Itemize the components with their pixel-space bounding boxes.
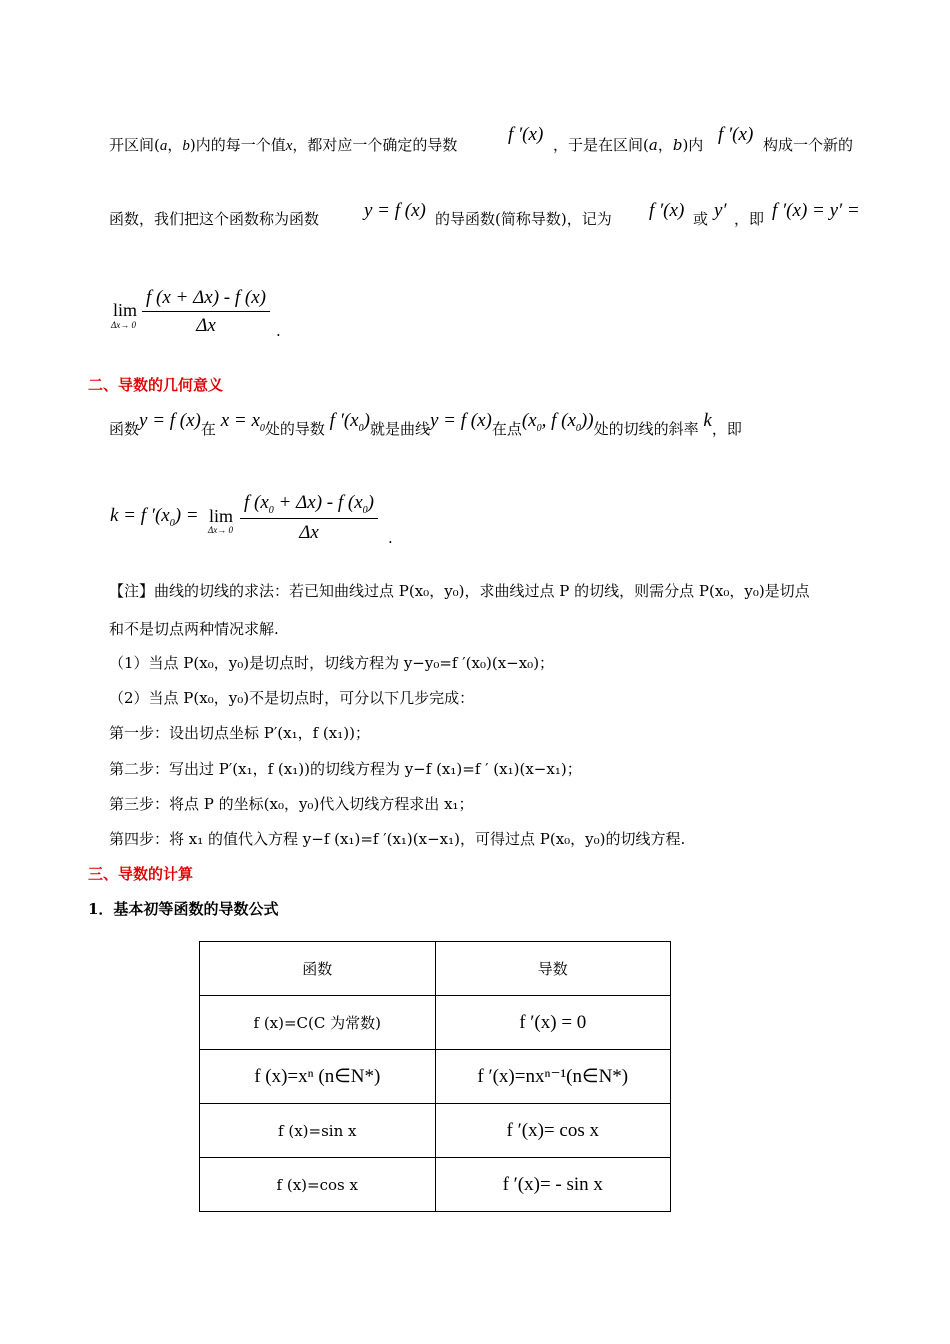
table-cell: f ′(x) = 0 (435, 996, 671, 1050)
math-part: (x (521, 410, 537, 431)
lim-word: lim (209, 506, 234, 526)
function-y: y = f (x) (364, 200, 426, 221)
text: ，即 (711, 420, 742, 438)
var-b: b (672, 136, 683, 154)
note-case-1: （1）当点 P(x₀，y₀)是切点时，切线方程为 y−y₀=f ′(x₀)(x−x₀)； (109, 654, 555, 672)
math-part: k = f ′(x (110, 505, 170, 526)
var-a: a (648, 136, 658, 154)
subscript: 0 (536, 422, 542, 434)
text: 函数，我们把这个函数称为函数 (109, 210, 320, 228)
subscript: 0 (169, 517, 175, 529)
math-part: , f (x (541, 410, 576, 431)
var-x: x (285, 138, 293, 154)
slope-k: k (703, 410, 712, 431)
note-line-1: 【注】曲线的切线的求法：若已知曲线过点 P(x₀，y₀)，求曲线过点 P 的切线，则需分点 P(x₀，y₀)是切点 (109, 582, 810, 600)
derivative-symbol: f ′(x) (718, 124, 754, 145)
text: 或 (693, 210, 709, 228)
text: 构成一个新的 (763, 136, 854, 154)
subscript: 0 (268, 504, 274, 516)
table-row (200, 1050, 671, 1104)
text: ，于是在区间( (553, 136, 649, 154)
definition-equation: f ′(x) = y′ = (772, 200, 860, 221)
table-header-row (200, 942, 671, 996)
var-b: b (182, 138, 190, 154)
derivative-symbol: f ′(x) (508, 124, 544, 145)
table-header: 函数 (200, 942, 436, 996)
text: 在 (200, 420, 216, 438)
difference-quotient (142, 287, 270, 337)
note-step-4: 第四步：将 x₁ 的值代入方程 y−f (x₁)=f ′(x₁)(x−x₁)，可得过点 P(x₀，y₀)的切线方程. (109, 830, 686, 848)
numerator (240, 492, 378, 519)
table-row (200, 996, 671, 1050)
function-y: y = f (x) (429, 410, 492, 431)
denominator: Δx (299, 521, 319, 543)
text: )内的每一个值 (189, 136, 286, 154)
note-case-2: （2）当点 P(x₀，y₀)不是切点时，可分以下几步完成： (109, 689, 475, 707)
subscript: 0 (358, 422, 364, 434)
var-a: a (159, 138, 168, 154)
geometric-meaning-line (109, 410, 742, 438)
math-part: f (x (244, 492, 269, 513)
text: 就是曲线 (369, 420, 430, 438)
note-line-2: 和不是切点两种情况求解. (109, 620, 279, 638)
text: 在点 (491, 420, 522, 438)
definition-line-1 (109, 134, 457, 155)
section-heading: 三、导数的计算 (88, 865, 194, 883)
text: 函数 (109, 420, 140, 438)
denominator: Δx (196, 315, 216, 336)
derivative-at-x0 (329, 410, 370, 434)
math-part: )) (580, 410, 594, 431)
period: . (276, 322, 281, 340)
sub-heading: 1．基本初等函数的导数公式 (88, 900, 279, 918)
subscript: 0 (259, 422, 265, 434)
text: ，即 (734, 210, 765, 228)
period: . (388, 529, 393, 547)
table-cell: f (x)=cos x (200, 1158, 436, 1212)
table-row (200, 1158, 671, 1212)
table-cell: f ′(x)= - sin x (435, 1158, 671, 1212)
table-header: 导数 (435, 942, 671, 996)
lim-subscript: Δx→ 0 (111, 320, 137, 330)
note-step-3: 第三步：将点 P 的坐标(x₀，y₀)代入切线方程求出 x₁； (109, 795, 474, 813)
lim-subscript: Δx→ 0 (208, 525, 234, 535)
math-part: ) (363, 410, 370, 431)
x-equals-x0 (220, 410, 265, 434)
definition-line-1b (553, 134, 703, 155)
tangent-point (521, 410, 594, 434)
derivative-formula-table (199, 941, 671, 1212)
lim-word: lim (113, 300, 138, 320)
math-part: x = x (220, 410, 260, 431)
text: 处的导数 (264, 420, 325, 438)
text: ，都对应一个确定的导数 (292, 136, 458, 154)
text: 开区间( (109, 136, 160, 154)
table-cell: f (x)=sin x (200, 1104, 436, 1158)
math-part: ) = (174, 505, 199, 526)
derivative-symbol: f ′(x) (649, 200, 685, 221)
subscript: 0 (575, 422, 581, 434)
note-step-2: 第二步：写出过 P′(x₁，f (x₁))的切线方程为 y−f (x₁)=f ′ (x₁)(x−x₁)； (109, 760, 582, 778)
note-step-1: 第一步：设出切点坐标 P′(x₁，f (x₁))； (109, 724, 370, 742)
table-cell: f (x)=xⁿ (n∈N*) (200, 1050, 436, 1104)
section-heading: 二、导数的几何意义 (88, 376, 224, 394)
table-row (200, 1104, 671, 1158)
math-part: + Δx) - f (x (273, 492, 363, 513)
difference-quotient-x0 (240, 492, 378, 544)
table-cell: f ′(x)=nxⁿ⁻¹(n∈N*) (435, 1050, 671, 1104)
function-y: y = f (x) (139, 410, 201, 431)
table-cell: f (x)=C(C 为常数) (200, 996, 436, 1050)
y-prime: y′ (714, 200, 727, 221)
math-part: f ′(x (329, 410, 359, 431)
text: 的导函数(简称导数)，记为 (435, 210, 612, 228)
math-part: ) (367, 492, 374, 513)
text: ， (657, 136, 673, 154)
slope-formula-lhs (110, 505, 199, 529)
table-cell: f ′(x)= cos x (435, 1104, 671, 1158)
subscript: 0 (362, 504, 368, 516)
text: )内 (682, 136, 704, 154)
numerator: f (x + Δx) - f (x) (142, 287, 270, 312)
text: 处的切线的斜率 (593, 420, 699, 438)
text: ， (167, 136, 183, 154)
